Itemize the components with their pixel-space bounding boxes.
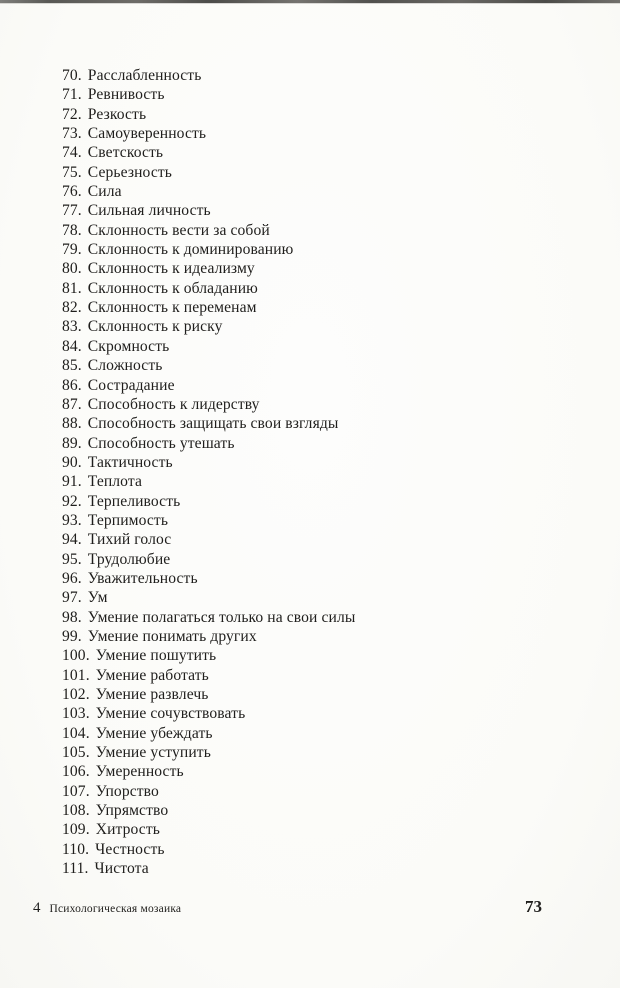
item-label: Упорство bbox=[95, 782, 159, 800]
item-number: 85. bbox=[62, 357, 82, 375]
item-label: Скромность bbox=[87, 337, 170, 355]
list-item bbox=[62, 666, 590, 685]
item-label: Склонность вести за собой bbox=[87, 221, 270, 239]
item-number: 80. bbox=[62, 260, 82, 278]
list-item bbox=[62, 356, 590, 375]
list-item bbox=[62, 66, 590, 85]
item-number: 72. bbox=[62, 105, 82, 123]
item-number: 78. bbox=[62, 221, 82, 239]
item-label: Уважительность bbox=[87, 569, 198, 587]
item-number: 90. bbox=[62, 453, 82, 471]
item-label: Честность bbox=[95, 840, 165, 858]
item-label: Тихий голос bbox=[87, 531, 172, 549]
list-item bbox=[62, 472, 590, 491]
item-number: 106. bbox=[62, 763, 90, 781]
item-number: 95. bbox=[62, 550, 82, 568]
scan-artifact-top-edge bbox=[0, 0, 620, 3]
item-number: 82. bbox=[62, 299, 82, 317]
item-number: 97. bbox=[62, 589, 82, 607]
item-label: Светскость bbox=[87, 144, 164, 162]
item-label: Склонность к обладанию bbox=[87, 279, 258, 297]
item-label: Умение развлечь bbox=[95, 686, 209, 703]
item-number: 79. bbox=[62, 241, 82, 259]
item-label: Способность защищать свои взгляды bbox=[87, 415, 339, 433]
list-item bbox=[62, 337, 590, 356]
item-number: 93. bbox=[62, 511, 82, 529]
item-label: Склонность к идеализму bbox=[87, 260, 255, 278]
list-item bbox=[62, 182, 590, 201]
item-label: Умение сочувствовать bbox=[95, 705, 246, 723]
item-label: Терпеливость bbox=[87, 492, 181, 510]
list-item bbox=[62, 743, 590, 762]
item-number: 84. bbox=[62, 337, 82, 355]
signature-number: 4 bbox=[33, 900, 41, 916]
list-item bbox=[62, 492, 590, 511]
item-number: 105. bbox=[62, 744, 90, 762]
item-label: Умение уступить bbox=[95, 744, 211, 762]
list-item bbox=[62, 85, 590, 104]
list-item bbox=[62, 530, 590, 549]
item-number: 70. bbox=[62, 67, 82, 84]
list-item bbox=[62, 859, 590, 878]
list-item bbox=[62, 453, 590, 472]
item-label: Трудолюбие bbox=[87, 550, 171, 568]
item-number: 104. bbox=[62, 724, 90, 742]
list-item bbox=[62, 840, 590, 859]
item-label: Умение работать bbox=[95, 666, 209, 684]
item-number: 103. bbox=[62, 705, 90, 723]
list-item bbox=[62, 434, 590, 453]
item-label: Склонность к доминированию bbox=[87, 241, 294, 259]
item-number: 81. bbox=[62, 279, 82, 297]
list-item bbox=[62, 317, 590, 336]
list-item bbox=[62, 240, 590, 259]
item-label: Склонность к риску bbox=[87, 318, 223, 336]
item-number: 71. bbox=[62, 86, 82, 104]
footer-signature bbox=[33, 899, 181, 917]
list-item bbox=[62, 704, 590, 723]
list-item bbox=[62, 143, 590, 162]
item-label: Сложность bbox=[87, 357, 163, 375]
item-number: 92. bbox=[62, 492, 82, 510]
item-number: 96. bbox=[62, 569, 82, 587]
signature-title: Психологическая мозаика bbox=[49, 903, 182, 915]
item-number: 86. bbox=[62, 376, 82, 394]
item-label: Хитрость bbox=[95, 821, 160, 839]
item-number: 109. bbox=[62, 821, 90, 839]
list-item bbox=[62, 221, 590, 240]
item-label: Терпимость bbox=[87, 511, 169, 529]
item-label: Ревнивость bbox=[87, 86, 165, 104]
list-item bbox=[62, 511, 590, 530]
item-label: Способность к лидерству bbox=[87, 395, 260, 413]
list-item bbox=[62, 588, 590, 607]
list-item bbox=[62, 163, 590, 182]
list-item bbox=[62, 569, 590, 588]
list-item bbox=[62, 646, 590, 665]
list-item bbox=[62, 627, 590, 646]
item-label: Серьезность bbox=[87, 163, 172, 181]
list-item bbox=[62, 124, 590, 143]
item-label: Умение убеждать bbox=[95, 724, 213, 742]
item-number: 107. bbox=[62, 782, 90, 800]
item-label: Самоуверенность bbox=[87, 125, 207, 143]
trait-list bbox=[62, 66, 590, 878]
item-number: 91. bbox=[62, 473, 82, 491]
list-item bbox=[62, 105, 590, 124]
item-label: Умение полагаться только на свои силы bbox=[87, 608, 356, 626]
item-label: Умеренность bbox=[95, 763, 184, 781]
item-label: Упрямство bbox=[95, 802, 169, 820]
item-label: Расслабленность bbox=[87, 67, 202, 84]
item-label: Чистота bbox=[94, 860, 149, 878]
item-number: 99. bbox=[62, 627, 82, 645]
item-number: 102. bbox=[62, 686, 90, 703]
item-number: 89. bbox=[62, 434, 82, 452]
item-number: 88. bbox=[62, 415, 82, 433]
page-number: 73 bbox=[525, 897, 542, 916]
item-label: Умение понимать других bbox=[87, 627, 257, 645]
list-item bbox=[62, 685, 590, 704]
item-number: 94. bbox=[62, 531, 82, 549]
list-item bbox=[62, 762, 590, 781]
list-item bbox=[62, 820, 590, 839]
item-label: Сильная личность bbox=[87, 202, 211, 220]
item-label: Склонность к переменам bbox=[87, 299, 257, 317]
list-item bbox=[62, 608, 590, 627]
list-item bbox=[62, 395, 590, 414]
list-item bbox=[62, 801, 590, 820]
item-number: 83. bbox=[62, 318, 82, 336]
item-number: 98. bbox=[62, 608, 82, 626]
item-number: 73. bbox=[62, 125, 82, 143]
list-item bbox=[62, 414, 590, 433]
item-label: Сила bbox=[87, 183, 122, 201]
item-number: 110. bbox=[62, 840, 90, 858]
item-label: Резкость bbox=[87, 105, 147, 123]
item-number: 101. bbox=[62, 666, 90, 684]
item-number: 77. bbox=[62, 202, 82, 220]
item-label: Сострадание bbox=[87, 376, 175, 394]
list-item bbox=[62, 782, 590, 801]
item-number: 75. bbox=[62, 163, 82, 181]
item-number: 108. bbox=[62, 802, 90, 820]
list-item bbox=[62, 724, 590, 743]
item-label: Способность утешать bbox=[87, 434, 235, 452]
list-item bbox=[62, 201, 590, 220]
item-number: 74. bbox=[62, 144, 82, 162]
list-item bbox=[62, 279, 590, 298]
page-footer bbox=[0, 897, 620, 917]
list-item bbox=[62, 550, 590, 569]
list-item bbox=[62, 376, 590, 395]
item-label: Теплота bbox=[87, 473, 142, 491]
item-number: 76. bbox=[62, 183, 82, 201]
list-item bbox=[62, 259, 590, 278]
item-number: 100. bbox=[62, 647, 90, 665]
item-number: 87. bbox=[62, 395, 82, 413]
item-label: Умение пошутить bbox=[95, 647, 217, 665]
list-item bbox=[62, 298, 590, 317]
item-number: 111. bbox=[62, 860, 89, 878]
item-label: Тактичность bbox=[87, 453, 173, 471]
item-label: Ум bbox=[87, 589, 108, 607]
